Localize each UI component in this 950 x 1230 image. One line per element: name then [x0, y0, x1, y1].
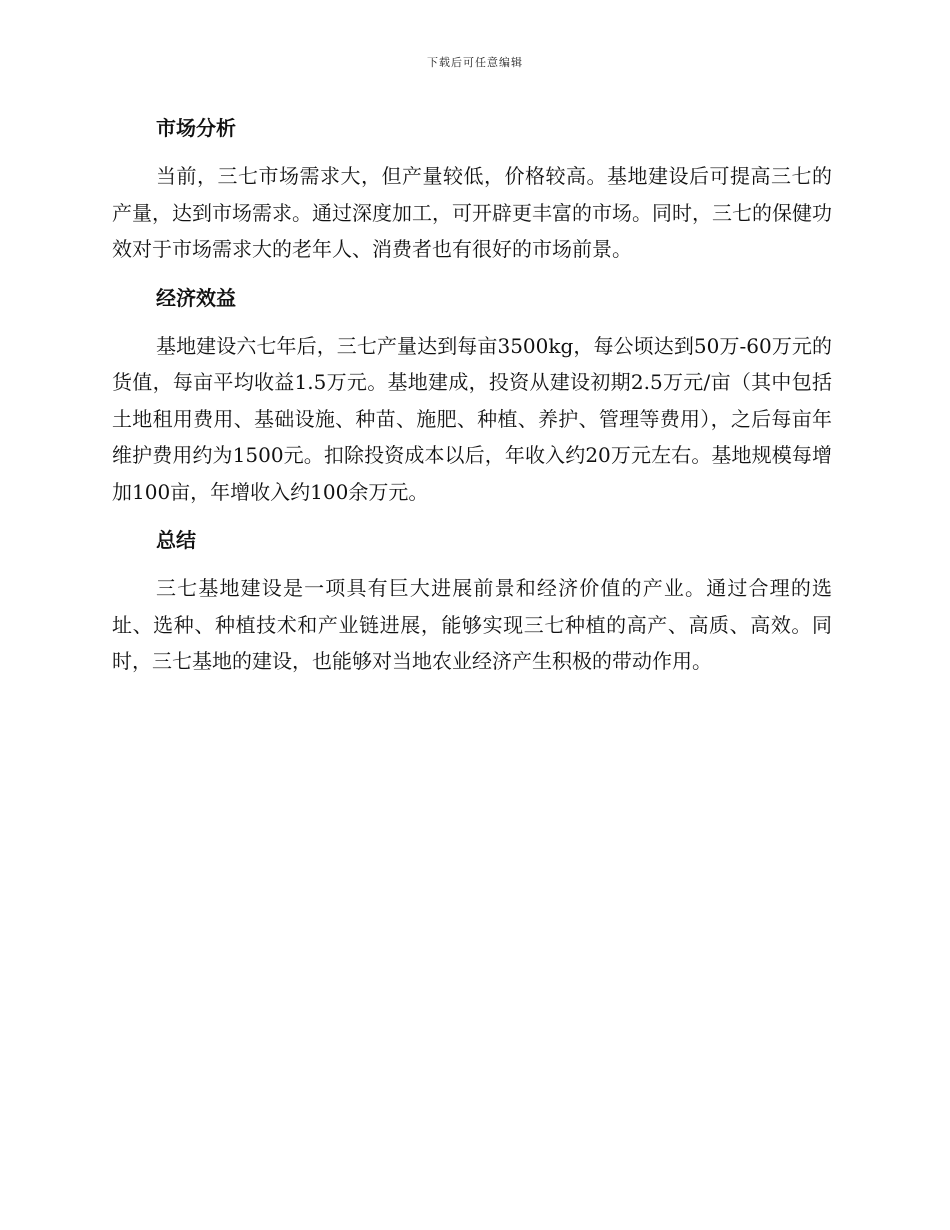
- section-summary: [112, 520, 832, 680]
- section-paragraph: 基地建设六七年后，三七产量达到每亩3500kg，每公顷达到50万-60万元的货值，每亩平均收益1.5万元。基地建成，投资从建设初期2.5万元/亩（其中包括土地租用费用、基础设施、种苗、施肥、种植、养护、管理等费用），之后每亩年维护费用约为1500元。扣除投资成本以后，年收入约20万元左右。基地规模每增加100亩，年增收入约100余万元。: [112, 333, 832, 504]
- section-economic-benefit: [112, 278, 832, 511]
- section-heading: 经济效益: [156, 285, 236, 310]
- section-heading: 市场分析: [156, 116, 236, 140]
- section-market-analysis: [112, 108, 832, 268]
- section-paragraph: 三七基地建设是一项具有巨大进展前景和经济价值的产业。通过合理的选址、选种、种植技术和产业链进展，能够实现三七种植的高产、高质、高效。同时，三七基地的建设，也能够对当地农业经济产生积极的带动作用。: [112, 576, 832, 673]
- document-body: [112, 108, 832, 690]
- section-heading: 总结: [156, 528, 196, 552]
- header-note: 下载后可任意编辑: [427, 56, 523, 69]
- section-paragraph: 当前，三七市场需求大，但产量较低，价格较高。基地建设后可提高三七的产量，达到市场需求。通过深度加工，可开辟更丰富的市场。同时，三七的保健功效对于市场需求大的老年人、消费者也有很好的市场前景。: [112, 164, 832, 261]
